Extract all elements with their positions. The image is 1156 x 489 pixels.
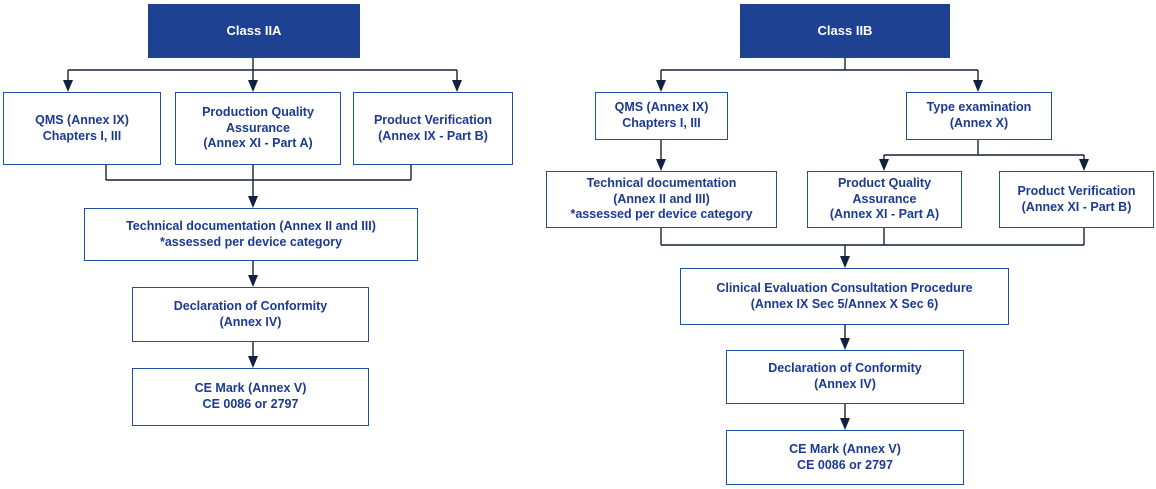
left-node-production-quality-assurance [175,92,341,165]
left-techdoc-line-1: Technical documentation (Annex II and III) [126,218,376,233]
left-node-technical-documentation [84,208,418,261]
right-node-declaration-of-conformity [726,350,964,404]
right-techdoc-line-1: Technical documentation [586,176,737,191]
right-ce-line-1: CE Mark (Annex V) [789,441,901,456]
right-doc-line-2: (Annex IV) [814,377,876,391]
left-qms-line-2: Chapters I, III [42,128,122,143]
right-node-technical-documentation [546,171,777,228]
right-node-clinical-evaluation-consultation-procedure [680,268,1009,325]
left-ce-line-2: CE 0086 or 2797 [202,397,299,411]
left-node-declaration-of-conformity [132,287,369,342]
right-node-ce-mark [726,430,964,485]
right-node-type-examination [906,92,1052,140]
left-header-label: Class IIA [226,22,282,38]
right-pqa-line-3: (Annex XI - Part A) [829,207,940,222]
right-pqa-line-1: Product Quality [837,176,932,191]
right-techdoc-line-2: (Annex II and III) [613,191,710,206]
right-header-class-iib [740,4,950,58]
right-qms-line-1: QMS (Annex IX) [614,100,709,115]
right-type-line-1: Type examination [926,100,1032,115]
left-pqa-line-2: Assurance [226,120,290,135]
left-ce-line-1: CE Mark (Annex V) [194,381,307,396]
left-doc-line-1: Declaration of Conformity [173,298,328,313]
right-pv-line-2: (Annex XI - Part B) [1021,199,1132,214]
right-node-qms [595,92,728,140]
left-techdoc-line-2: *assessed per device category [159,234,343,249]
left-qms-line-1: QMS (Annex IX) [35,112,129,127]
left-header-class-iia [148,4,360,58]
right-doc-line-1: Declaration of Conformity [768,361,922,376]
right-ce-line-2: CE 0086 or 2797 [797,457,893,472]
right-type-line-2: (Annex X) [949,116,1009,130]
right-node-product-quality-assurance [807,171,962,228]
left-pqa-line-1: Production Quality [202,105,314,120]
right-node-product-verification [999,171,1154,228]
right-techdoc-line-3: *assessed per device category [570,207,753,222]
right-cecp-line-1: Clinical Evaluation Consultation Procedure [716,280,973,295]
left-doc-line-2: (Annex IV) [219,314,282,329]
left-node-qms [3,92,161,165]
left-pv-line-2: (Annex IX - Part B) [378,128,488,143]
left-node-ce-mark [132,368,369,426]
left-node-product-verification [353,92,513,165]
right-qms-line-2: Chapters I, III [622,116,701,130]
right-header-label: Class IIB [817,22,873,38]
left-pv-line-1: Product Verification [373,112,493,127]
right-cecp-line-2: (Annex IX Sec 5/Annex X Sec 6) [750,296,939,311]
left-pqa-line-3: (Annex XI - Part A) [203,136,313,151]
right-pv-line-1: Product Verification [1017,183,1136,198]
right-pqa-line-2: Assurance [852,191,917,206]
